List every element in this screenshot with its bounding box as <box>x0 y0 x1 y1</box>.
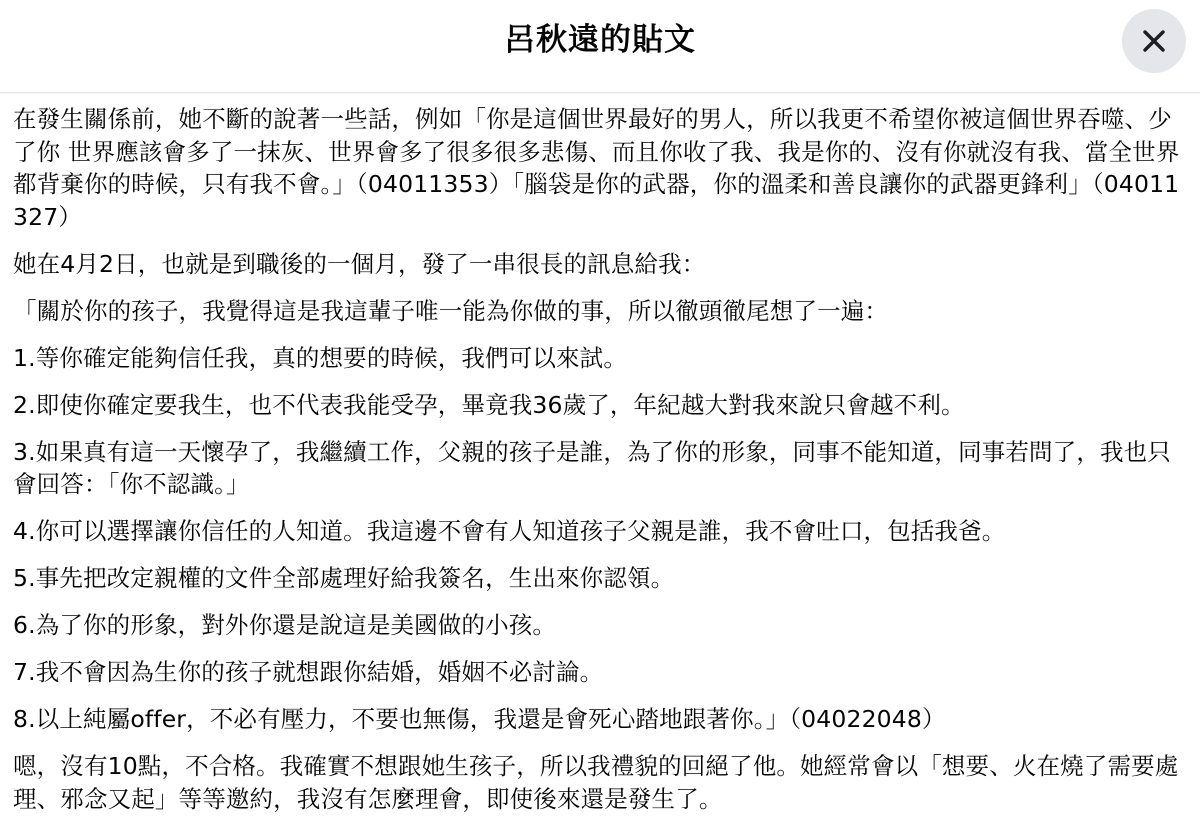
post-paragraph: 5.事先把改定親權的文件全部處理好給我簽名，生出來你認領。 <box>13 564 675 592</box>
post-paragraph: 2.即使你確定要我生，也不代表我能受孕，畢竟我36歲了，年紀越大對我來說只會越不利。 <box>13 390 965 419</box>
post-paragraph: 6.為了你的形象，對外你還是說這是美國做的小孩。 <box>13 611 557 639</box>
post-paragraph: 3.如果真有這一天懷孕了，我繼續工作，父親的孩子是誰，為了你的形象，同事不能知道，同事若問了，我也只會回答：「你不認識。」 <box>13 437 1171 498</box>
page-title: 呂秋遠的貼文 <box>504 22 696 58</box>
post-paragraph: 她在4月2日，也就是到職後的一個月，發了一串很長的訊息給我： <box>13 249 706 278</box>
post-paragraph: 嗯，沒有10點，不合格。我確實不想跟她生孩子，所以我禮貌的回絕了他。她經常會以「想要、火在燒了需要處理、邪念又起」等等邀約，我沒有怎麼理會，即使後來還是發生了。 <box>13 752 1179 813</box>
post-paragraph: 4.你可以選擇讓你信任的人知道。我這邊不會有人知道孩子父親是誰，我不會吐口，包括我爸。 <box>13 517 1006 545</box>
dialog-header <box>0 0 1200 93</box>
post-paragraph: 7.我不會因為生你的孩子就想跟你結婚，婚姻不必討論。 <box>13 658 604 686</box>
close-icon <box>1140 27 1168 55</box>
post-paragraph: 1.等你確定能夠信任我，真的想要的時候，我們可以來試。 <box>13 343 627 372</box>
post-paragraph: 8.以上純屬offer，不必有壓力，不要也無傷，我還是會死心踏地跟著你。」（04022048） <box>13 705 946 733</box>
close-button[interactable] <box>1122 9 1186 73</box>
post-body <box>0 93 1200 815</box>
post-paragraph: 在發生關係前，她不斷的說著一些話，例如「你是這個世界最好的男人，所以我更不希望你被這個世界吞噬、少了你 世界應該會多了一抹灰、世界會多了很多很多悲傷、而且你收了我、我是你的、沒有你就沒有我、當全世界都背棄你的時候，只有我不會。」（04011353）「腦袋是你的武器，你的溫柔和善良讓你的武器更鋒利」（04011327） <box>13 105 1180 231</box>
post-paragraph: 「關於你的孩子，我覺得這是我這輩子唯一能為你做的事，所以徹頭徹尾想了一遍： <box>13 296 889 325</box>
